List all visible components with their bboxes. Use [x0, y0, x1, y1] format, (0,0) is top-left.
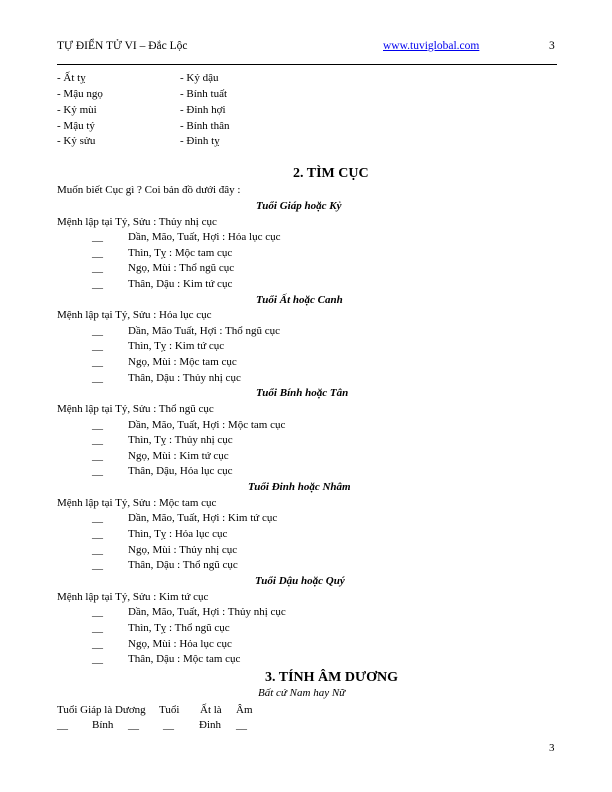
header-page-number: 3	[549, 40, 555, 52]
item-dash: __	[92, 653, 103, 665]
item-text: Ngọ, Mùi : Kim tứ cục	[128, 450, 229, 462]
section-3-title: 3. TÍNH ÂM DƯƠNG	[265, 670, 398, 685]
am-duong-blank: __	[163, 719, 174, 731]
item-dash: __	[92, 434, 103, 446]
am-duong-label: Tuổi	[159, 704, 180, 716]
list-item-left: - Mậu tý	[57, 120, 95, 132]
item-text: Thân, Dậu : Mộc tam cục	[128, 653, 241, 665]
list-item-right: - Đinh tỵ	[180, 135, 220, 147]
item-text: Ngọ, Mùi : Mộc tam cục	[128, 356, 237, 368]
item-dash: __	[92, 356, 103, 368]
am-duong-label: Tuổi Giáp là Dương	[57, 704, 146, 716]
group-lead: Mệnh lập tại Tý, Sửu : Hỏa lục cục	[57, 309, 212, 321]
header-title: TỰ ĐIỂN TỬ VI – Đắc Lộc	[57, 40, 188, 52]
item-text: Thìn, Tỵ : Kim tứ cục	[128, 340, 225, 352]
group-lead: Mệnh lập tại Tý, Sửu : Thổ ngũ cục	[57, 403, 214, 415]
item-text: Ngọ, Mùi : Thổ ngũ cục	[128, 262, 235, 274]
list-item-right: - Bính thân	[180, 120, 230, 132]
group-heading: Tuổi Ất hoặc Canh	[256, 294, 343, 306]
item-dash: __	[92, 465, 103, 477]
item-dash: __	[92, 606, 103, 618]
item-text: Thân, Dậu : Kim tứ cục	[128, 278, 233, 290]
item-dash: __	[92, 340, 103, 352]
item-dash: __	[92, 325, 103, 337]
group-heading: Tuổi Bính hoặc Tân	[256, 387, 349, 399]
item-dash: __	[92, 559, 103, 571]
list-item-right: - Đinh hợi	[180, 104, 226, 116]
item-text: Dần, Mão, Tuất, Hợi : Thủy nhị cục	[128, 606, 286, 618]
list-item-left: - Kỷ mùi	[57, 104, 97, 116]
am-duong-blank: __	[57, 719, 68, 731]
item-text: Ngọ, Mùi : Hỏa lục cục	[128, 638, 232, 650]
group-heading: Tuổi Đinh hoặc Nhâm	[248, 481, 351, 493]
group-heading: Tuổi Giáp hoặc Kỷ	[256, 200, 342, 212]
footer-page-number: 3	[549, 742, 555, 754]
item-text: Thìn, Tỵ : Thủy nhị cục	[128, 434, 233, 446]
group-lead: Mệnh lập tại Tý, Sửu : Mộc tam cục	[57, 497, 217, 509]
group-lead: Mệnh lập tại Tý, Sửu : Kim tứ cục	[57, 591, 209, 603]
item-dash: __	[92, 544, 103, 556]
am-duong-cell: Bính	[92, 719, 114, 731]
item-text: Thìn, Tỵ : Thổ ngũ cục	[128, 622, 230, 634]
item-text: Dần, Mão Tuất, Hợi : Thổ ngũ cục	[128, 325, 280, 337]
item-dash: __	[92, 231, 103, 243]
list-item-left: - Kỷ sửu	[57, 135, 96, 147]
item-dash: __	[92, 419, 103, 431]
item-dash: __	[92, 638, 103, 650]
item-text: Thân, Dậu : Thủy nhị cục	[128, 372, 241, 384]
list-item-right: - Bính tuất	[180, 88, 228, 100]
item-dash: __	[92, 512, 103, 524]
list-item-left: - Mậu ngọ	[57, 88, 103, 100]
header-rule	[57, 64, 557, 65]
item-text: Thân, Dậu : Thổ ngũ cục	[128, 559, 238, 571]
item-text: Ngọ, Mùi : Thủy nhị cục	[128, 544, 238, 556]
item-dash: __	[92, 278, 103, 290]
item-text: Thìn, Tỵ : Hỏa lục cục	[128, 528, 228, 540]
section-2-intro: Muốn biết Cục gì ? Coi bản đồ dưới đây :	[57, 184, 241, 196]
item-dash: __	[92, 528, 103, 540]
am-duong-cell: Đinh	[199, 719, 221, 731]
item-text: Dần, Mão, Tuất, Hợi : Hỏa lục cục	[128, 231, 281, 243]
am-duong-blank: __	[128, 719, 139, 731]
item-text: Dần, Mão, Tuất, Hợi : Kim tứ cục	[128, 512, 278, 524]
section-2-title: 2. TÌM CỤC	[293, 166, 369, 181]
header-url-link[interactable]: www.tuviglobal.com	[383, 40, 480, 52]
item-dash: __	[92, 450, 103, 462]
group-heading: Tuổi Dậu hoặc Quý	[255, 575, 345, 587]
item-dash: __	[92, 247, 103, 259]
am-duong-label: Âm	[236, 704, 253, 716]
list-item-left: - Ất tỵ	[57, 72, 86, 84]
item-text: Thân, Dậu, Hỏa lục cục	[128, 465, 233, 477]
section-3-subtitle: Bất cứ Nam hay Nữ	[258, 687, 346, 699]
item-dash: __	[92, 372, 103, 384]
group-lead: Mệnh lập tại Tý, Sửu : Thủy nhị cục	[57, 216, 217, 228]
am-duong-label: Ất là	[200, 704, 222, 716]
am-duong-blank: __	[236, 719, 247, 731]
item-dash: __	[92, 262, 103, 274]
item-dash: __	[92, 622, 103, 634]
item-text: Thìn, Tỵ : Mộc tam cục	[128, 247, 233, 259]
item-text: Dần, Mão, Tuất, Hợi : Mộc tam cục	[128, 419, 286, 431]
list-item-right: - Kỷ dậu	[180, 72, 219, 84]
